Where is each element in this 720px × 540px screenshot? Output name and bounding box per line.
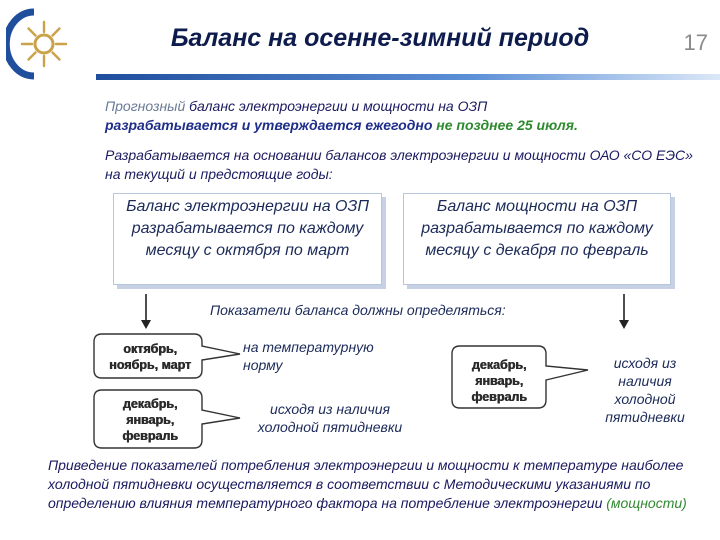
title-divider (96, 74, 720, 80)
note-temperature-norm: на температурную норму (243, 339, 374, 373)
footer-text: Приведение показателей потребления электроэнергии и мощности к температуре наиболее холодной пятидневки осуществляется в соответствии с Методическими указаниями по определению влияния температурного фактора на потребление электроэнергии (48, 457, 684, 511)
page-title: Баланс на осенне-зимний период (170, 24, 590, 52)
intro-paragraph-2: Разрабатывается на основании балансов электроэнергии и мощности ОАО «СО ЕЭС» на текущий и предстоящие годы: (105, 147, 693, 182)
arrow-down-icon (616, 294, 632, 330)
intro-deadline: не позднее 25 июля. (432, 117, 578, 133)
intro-p1-text: баланс электроэнергии и мощности на ОЗП (185, 98, 488, 114)
note-cold-five-day: исходя из наличия холодной пятидневки (257, 401, 403, 435)
arrow-down-icon (138, 294, 154, 330)
indicators-title: Показатели баланса должны определяться: (210, 302, 506, 318)
page-number: 17 (683, 30, 708, 55)
bubble-oct-nov-mar-label: октябрь, ноябрь, март (109, 342, 191, 372)
intro-paragraph-1 (105, 97, 705, 135)
bubble-power-dec-jan-feb-label: декабрь, январь, февраль (471, 358, 527, 404)
footer-paragraph (48, 456, 708, 513)
bubble-dec-jan-feb-label: декабрь, январь, февраль (122, 397, 178, 443)
sun-logo-icon (6, 6, 70, 82)
power-balance-box: Баланс мощности на ОЗП разрабатывается по каждому месяцу с декабря по февраль (403, 193, 671, 285)
energy-balance-box: Баланс электроэнергии на ОЗП разрабатывается по каждому месяцу с октября по март (113, 193, 382, 285)
intro-forecast-word: Прогнозный (105, 98, 186, 114)
note-power-cold-five-day: исходя из наличия холодной пятидневки (605, 355, 685, 425)
footer-power-word: (мощности) (606, 495, 687, 511)
intro-approval-text: разрабатывается и утверждается ежегодно (105, 117, 433, 133)
